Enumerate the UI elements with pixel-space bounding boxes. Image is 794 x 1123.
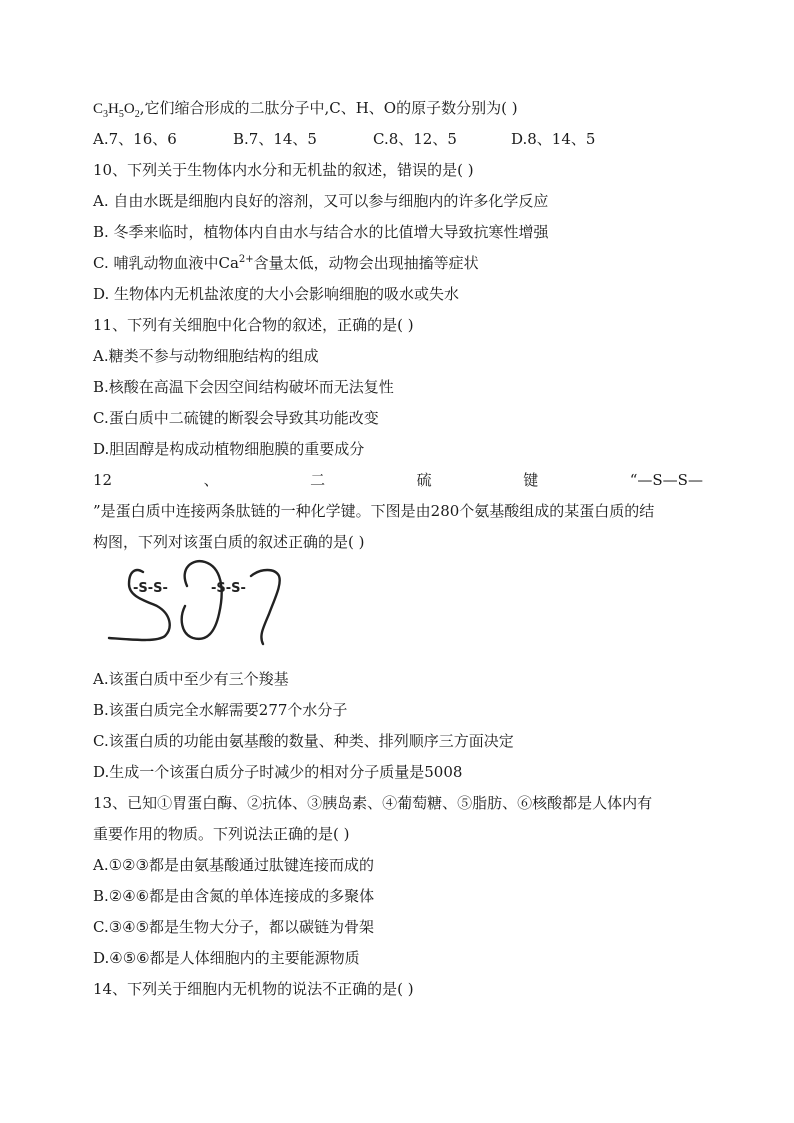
q11-stem: 11、下列有关细胞中化合物的叙述，正确的是( ) xyxy=(93,316,414,334)
q12-option-d: D.生成一个该蛋白质分子时减少的相对分子质量是5008 xyxy=(93,763,463,781)
q10-option-c-sup: 2+ xyxy=(238,254,254,265)
q11-option-b: B.核酸在高温下会因空间结构破坏而无法复性 xyxy=(93,378,394,396)
q12-option-c: C.该蛋白质的功能由氨基酸的数量、种类、排列顺序三方面决定 xyxy=(93,732,514,750)
q9-options xyxy=(93,124,703,155)
middle-peptide-loop xyxy=(182,561,222,639)
q12-stem-line2: ”是蛋白质中连接两条肽链的一种化学键。下图是由280个氨基酸组成的某蛋白质的结 xyxy=(93,502,655,520)
q12-word-3: 键 xyxy=(523,471,539,489)
protein-structure-figure xyxy=(99,558,299,660)
q12-stem-row1 xyxy=(93,465,703,496)
q13-option-d: D.④⑤⑥都是人体细胞内的主要能源物质 xyxy=(93,949,360,967)
protein-structure-svg xyxy=(99,558,299,660)
q9-option-a: A.7、16、6 xyxy=(93,130,177,148)
q10-option-b: B. 冬季来临时，植物体内自由水与结合水的比值增大导致抗寒性增强 xyxy=(93,223,549,241)
q13-stem-line2: 重要作用的物质。下列说法正确的是( ) xyxy=(93,825,350,843)
q13-stem-line1: 13、已知①胃蛋白酶、②抗体、③胰岛素、④葡萄糖、⑤脂肪、⑥核酸都是人体内有 xyxy=(93,794,653,812)
q13-option-a: A.①②③都是由氨基酸通过肽键连接而成的 xyxy=(93,856,374,874)
q10-option-c-post: 含量太低，动物会出现抽搐等症状 xyxy=(253,254,479,272)
q9-option-d: D.8、14、5 xyxy=(511,130,596,148)
disulfide-label-2: -S-S- xyxy=(211,581,246,596)
q12-word-1: 二 xyxy=(310,471,326,489)
q9-stem-text: ,它们缩合形成的二肽分子中,C、H、O的原子数分别为( ) xyxy=(139,99,518,117)
q12-bond-open: “—S—S— xyxy=(629,471,703,489)
q10-stem: 10、下列关于生物体内水分和无机盐的叙述，错误的是( ) xyxy=(93,161,474,179)
q12-word-2: 硫 xyxy=(416,471,432,489)
q10-option-c-pre: C. 哺乳动物血液中Ca xyxy=(93,254,239,272)
q10-option-d: D. 生物体内无机盐浓度的大小会影响细胞的吸水或失水 xyxy=(93,285,460,303)
q13-option-c: C.③④⑤都是生物大分子，都以碳链为骨架 xyxy=(93,918,375,936)
q12-comma: 、 xyxy=(203,471,219,489)
q9-formula: $C_3H_5O_2$ xyxy=(93,101,140,120)
q12-option-a: A.该蛋白质中至少有三个羧基 xyxy=(93,670,289,688)
q9-option-c: C.8、12、5 xyxy=(373,130,457,148)
q9-option-b: B.7、14、5 xyxy=(233,130,317,148)
q14-stem: 14、下列关于细胞内无机物的说法不正确的是( ) xyxy=(93,980,414,998)
disulfide-label-1: -S-S- xyxy=(133,581,168,596)
q10-option-a: A. 自由水既是细胞内良好的溶剂，又可以参与细胞内的许多化学反应 xyxy=(93,192,549,210)
q12-number: 12 xyxy=(93,471,113,489)
right-peptide-chain xyxy=(251,570,280,644)
q12-option-b: B.该蛋白质完全水解需要277个水分子 xyxy=(93,701,348,719)
q13-option-b: B.②④⑥都是由含氮的单体连接成的多聚体 xyxy=(93,887,375,905)
q11-option-c: C.蛋白质中二硫键的断裂会导致其功能改变 xyxy=(93,409,379,427)
q10-option-c xyxy=(93,248,703,279)
q11-option-a: A.糖类不参与动物细胞结构的组成 xyxy=(93,347,319,365)
q12-stem-line3: 构图，下列对该蛋白质的叙述正确的是( ) xyxy=(93,533,365,551)
q9-stem-tail xyxy=(93,93,703,124)
exam-page xyxy=(93,93,703,1005)
q11-option-d: D.胆固醇是构成动植物细胞膜的重要成分 xyxy=(93,440,365,458)
